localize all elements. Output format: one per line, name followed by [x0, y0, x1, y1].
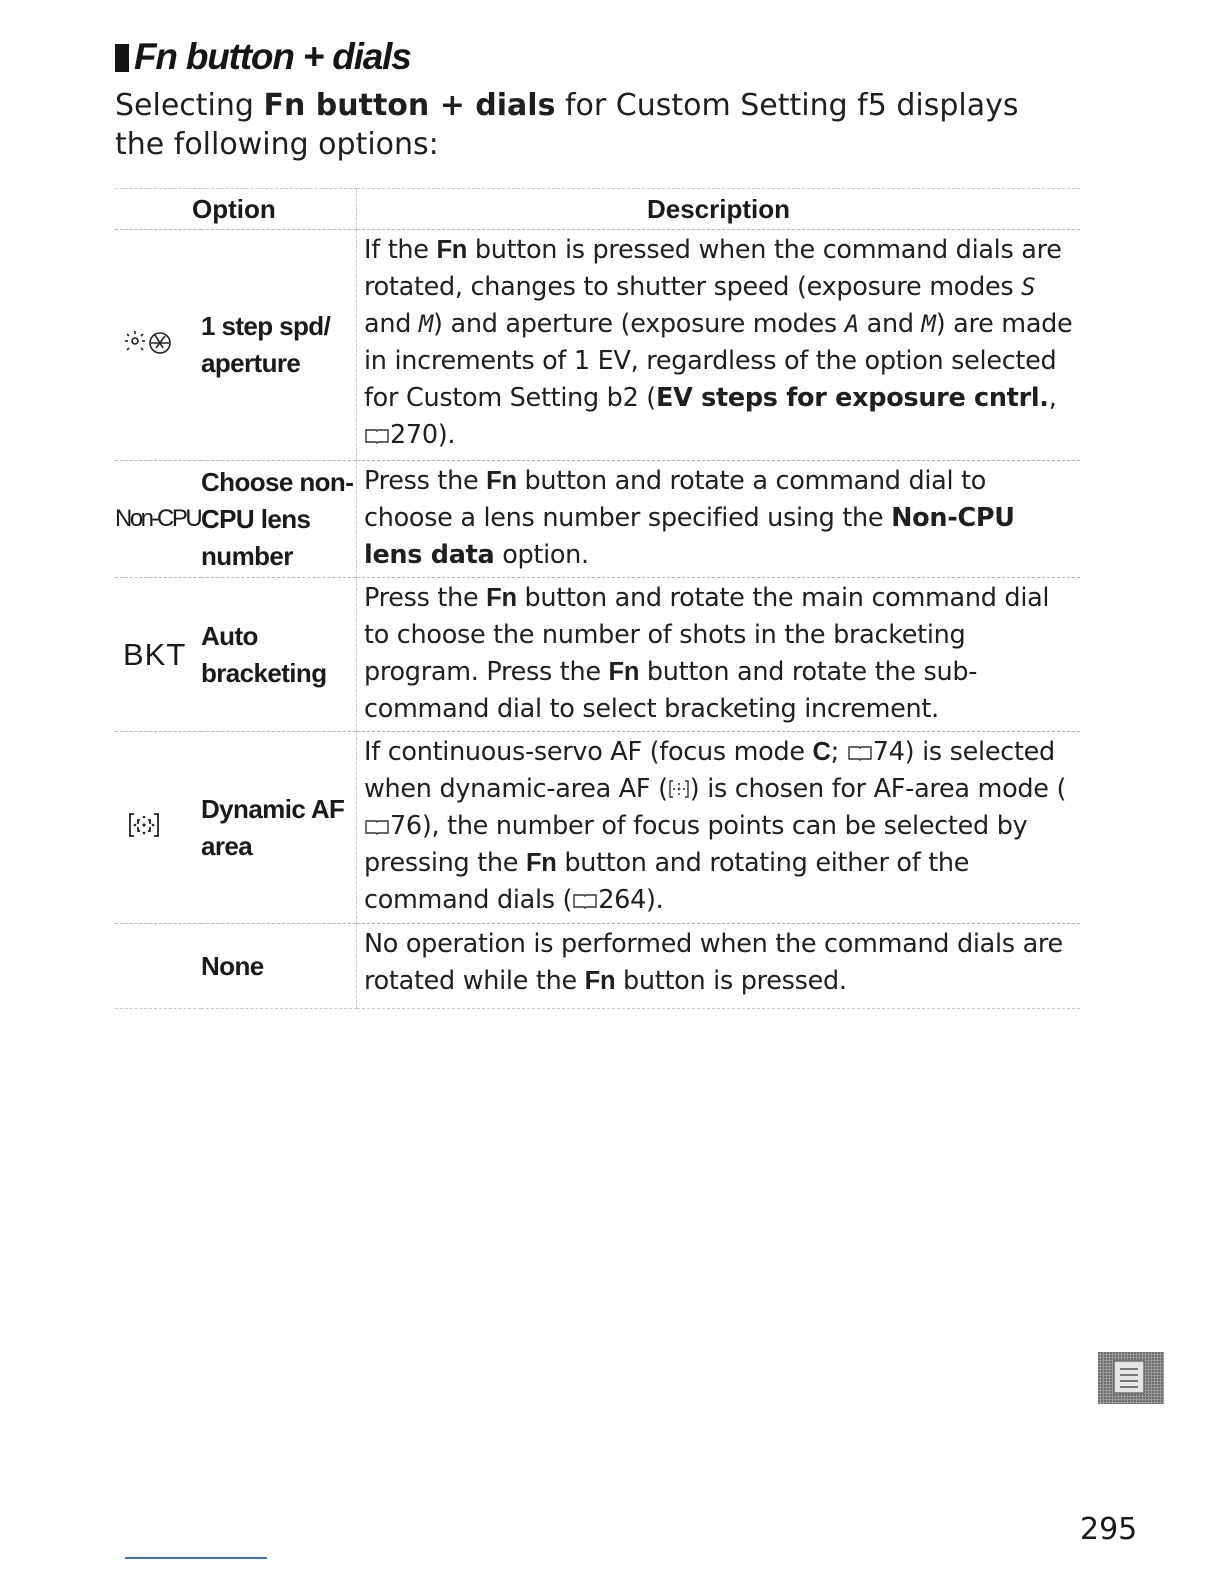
desc-text: and: [364, 309, 419, 339]
table-row: [115, 461, 1080, 578]
table-row: [115, 578, 1080, 732]
option-name-line: Auto: [201, 620, 258, 651]
non-cpu-icon-label: Non-CPU: [115, 505, 201, 532]
menu-tab-icon: [1098, 1352, 1164, 1404]
mode-glyph: S: [1021, 273, 1036, 301]
desc-text: option.: [494, 540, 589, 570]
page-ref: 264: [598, 885, 646, 915]
header-description: Description: [357, 189, 1081, 230]
option-name-line: None: [201, 950, 264, 981]
desc-text: ), the number of focus points can be selected by pressing the: [364, 811, 1028, 878]
intro-paragraph: [115, 86, 1065, 164]
desc-text: ) is chosen for AF-area mode (: [689, 774, 1067, 804]
option-description: [357, 924, 1081, 1009]
option-description: [357, 732, 1081, 924]
option-name-line: CPU lens: [201, 503, 311, 534]
page-ref: 76: [390, 811, 422, 841]
intro-pre: Selecting: [115, 88, 264, 123]
header-option: Option: [115, 189, 357, 230]
page-ref: 74: [872, 737, 905, 767]
bkt-icon: [115, 578, 201, 732]
desc-text: button and rotate the sub-command dial to select bracketing increment.: [364, 657, 978, 724]
table-row: [115, 924, 1080, 1009]
heading-bar-icon: [115, 44, 129, 72]
table-row: [115, 732, 1080, 924]
mode-glyph: A: [844, 310, 859, 338]
desc-text: ) are made in increments of 1 EV, regardless of the option selected for Custom Setting b2 (: [364, 309, 1073, 413]
table-row: [115, 230, 1080, 461]
option-name-line: number: [201, 540, 293, 571]
fn-button-label: Fn: [608, 658, 640, 686]
desc-text: and: [858, 309, 922, 339]
desc-text: If continuous-servo AF (focus mode: [364, 737, 813, 767]
desc-text: button is pressed when the command dials are rotated, changes to shutter speed (exposure modes: [364, 235, 1062, 302]
option-name-line: aperture: [201, 348, 301, 378]
fn-button-label: Fn: [486, 467, 517, 495]
shutter-aperture-icon: [115, 230, 201, 461]
table-header-row: [115, 189, 1080, 230]
option-name-line: Dynamic AF: [201, 793, 345, 824]
intro-post: for Custom Setting f5 displays the following options:: [115, 88, 1019, 162]
option-name-line: Choose non-: [201, 466, 354, 497]
fn-button-label: Fn: [525, 849, 557, 877]
fn-button-label: Fn: [436, 236, 468, 264]
focus-mode-glyph: C: [812, 738, 831, 766]
bkt-icon-label: BKT: [123, 636, 187, 672]
desc-bold: Non-CPU lens data: [364, 503, 1015, 570]
desc-text: No operation is performed when the command dials are rotated while the: [364, 929, 1063, 996]
book-ref-icon: [364, 427, 390, 444]
desc-text: Press the: [364, 466, 487, 496]
heading-text: Fn button + dials: [134, 36, 411, 77]
desc-text: button is pressed.: [615, 966, 847, 996]
fn-button-label: Fn: [486, 584, 517, 612]
option-name: [201, 924, 357, 1009]
option-name: [201, 230, 357, 461]
empty-icon-cell: [115, 924, 201, 1009]
desc-text: ;: [830, 737, 847, 767]
desc-text: ,: [1048, 383, 1057, 413]
options-table: [115, 188, 1080, 1009]
option-description: [357, 461, 1081, 578]
dynamic-area-af-icon: [115, 732, 201, 924]
mode-glyph: M: [418, 310, 434, 338]
desc-text: Press the: [364, 583, 487, 613]
non-cpu-icon: [115, 461, 201, 578]
option-name: [201, 732, 357, 924]
desc-text: ) and aperture (exposure modes: [433, 309, 845, 339]
option-name: [201, 461, 357, 578]
page-ref: 270: [390, 420, 438, 450]
desc-text: ).: [437, 420, 456, 450]
book-ref-icon: [364, 818, 390, 835]
page-number: 295: [1080, 1512, 1138, 1547]
desc-text: ) is selected when dynamic-area AF (: [364, 737, 1055, 804]
desc-text: button and rotating either of the command dials (: [364, 848, 970, 915]
option-description: [357, 578, 1081, 732]
mode-glyph: M: [921, 310, 936, 338]
desc-text: button and rotate a command dial to choose a lens number specified using the: [364, 466, 987, 533]
desc-text: button and rotate the main command dial to choose the number of shots in the bracketing program. Press the: [364, 583, 1050, 687]
intro-bold: Fn button + dials: [263, 88, 556, 123]
fn-button-label: Fn: [584, 967, 616, 995]
option-name-line: 1 step spd/: [201, 311, 331, 341]
book-ref-icon: [847, 744, 873, 761]
footer-line: [125, 1557, 267, 1559]
book-ref-icon: [572, 892, 598, 909]
section-heading: [115, 36, 411, 78]
dynamic-area-af-inline-icon: [668, 779, 690, 799]
desc-bold: EV steps for exposure cntrl.: [655, 383, 1049, 413]
option-name-line: area: [201, 830, 253, 861]
option-name: [201, 578, 357, 732]
option-description: [357, 230, 1081, 461]
desc-text: If the: [364, 235, 437, 265]
desc-text: ).: [646, 885, 664, 915]
option-name-line: bracketing: [201, 657, 327, 688]
